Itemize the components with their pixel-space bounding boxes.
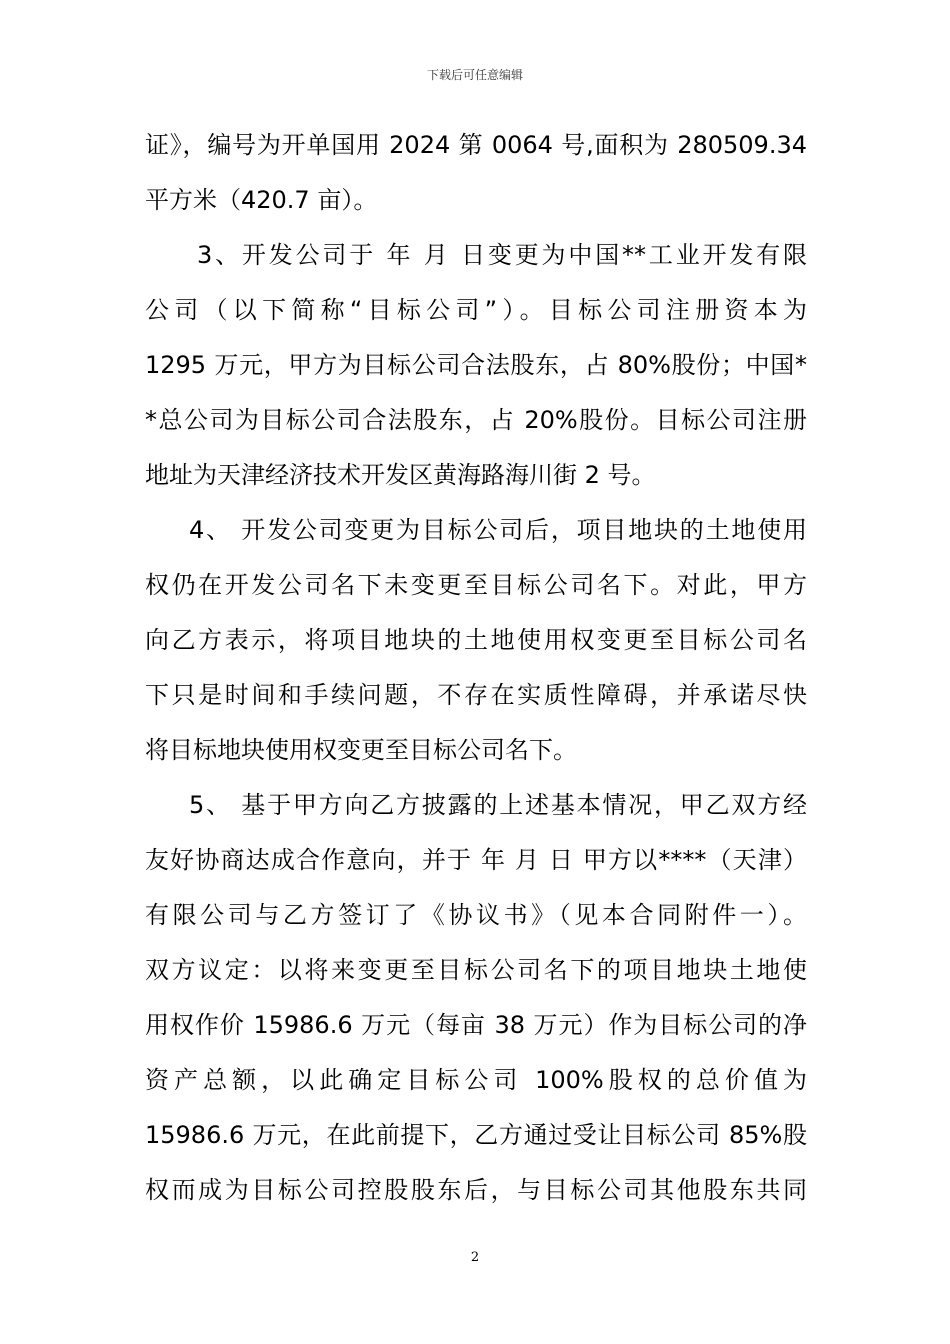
document-body bbox=[145, 123, 807, 1223]
body-line: 用权作价 15986.6 万元（每亩 38 万元）作为目标公司的净 bbox=[145, 1011, 807, 1039]
body-line: *总公司为目标公司合法股东，占 20%股份。目标公司注册 bbox=[145, 406, 807, 434]
body-line: 平方米（420.7 亩）。 bbox=[145, 186, 378, 214]
body-line: 有限公司与乙方签订了《协议书》（见本合同附件一）。 bbox=[145, 901, 807, 929]
body-line: 友好协商达成合作意向，并于 年 月 日 甲方以****（天津） bbox=[145, 846, 807, 874]
page-number: 2 bbox=[470, 1250, 480, 1265]
body-line: 下只是时间和手续问题，不存在实质性障碍，并承诺尽快 bbox=[145, 681, 807, 709]
body-line: 资产总额，以此确定目标公司 100%股权的总价值为 bbox=[145, 1066, 807, 1094]
body-line: 权而成为目标公司控股股东后，与目标公司其他股东共同 bbox=[145, 1176, 807, 1204]
body-line: 1295 万元，甲方为目标公司合法股东，占 80%股份；中国* bbox=[145, 351, 807, 379]
body-line: 公司（以下简称“目标公司”）。目标公司注册资本为 bbox=[145, 296, 807, 324]
body-line: 证》，编号为开单国用 2024 第 0064 号,面积为 280509.34 bbox=[145, 131, 807, 159]
body-line: 双方议定：以将来变更至目标公司名下的项目地块土地使 bbox=[145, 956, 807, 984]
paragraph-5-start: 5、 基于甲方向乙方披露的上述基本情况，甲乙双方经 bbox=[189, 791, 807, 819]
body-line: 向乙方表示，将项目地块的土地使用权变更至目标公司名 bbox=[145, 626, 807, 654]
paragraph-4-start: 4、 开发公司变更为目标公司后，项目地块的土地使用 bbox=[189, 516, 807, 544]
body-line: 地址为天津经济技术开发区黄海路海川街 2 号。 bbox=[145, 461, 656, 489]
body-line: 15986.6 万元，在此前提下，乙方通过受让目标公司 85%股 bbox=[145, 1121, 807, 1149]
page-header-note: 下载后可任意编辑 bbox=[426, 68, 523, 82]
paragraph-3-start: 3、开发公司于 年 月 日变更为中国**工业开发有限 bbox=[197, 241, 807, 269]
body-line: 权仍在开发公司名下未变更至目标公司名下。对此，甲方 bbox=[145, 571, 807, 599]
body-line: 将目标地块使用权变更至目标公司名下。 bbox=[145, 736, 577, 764]
